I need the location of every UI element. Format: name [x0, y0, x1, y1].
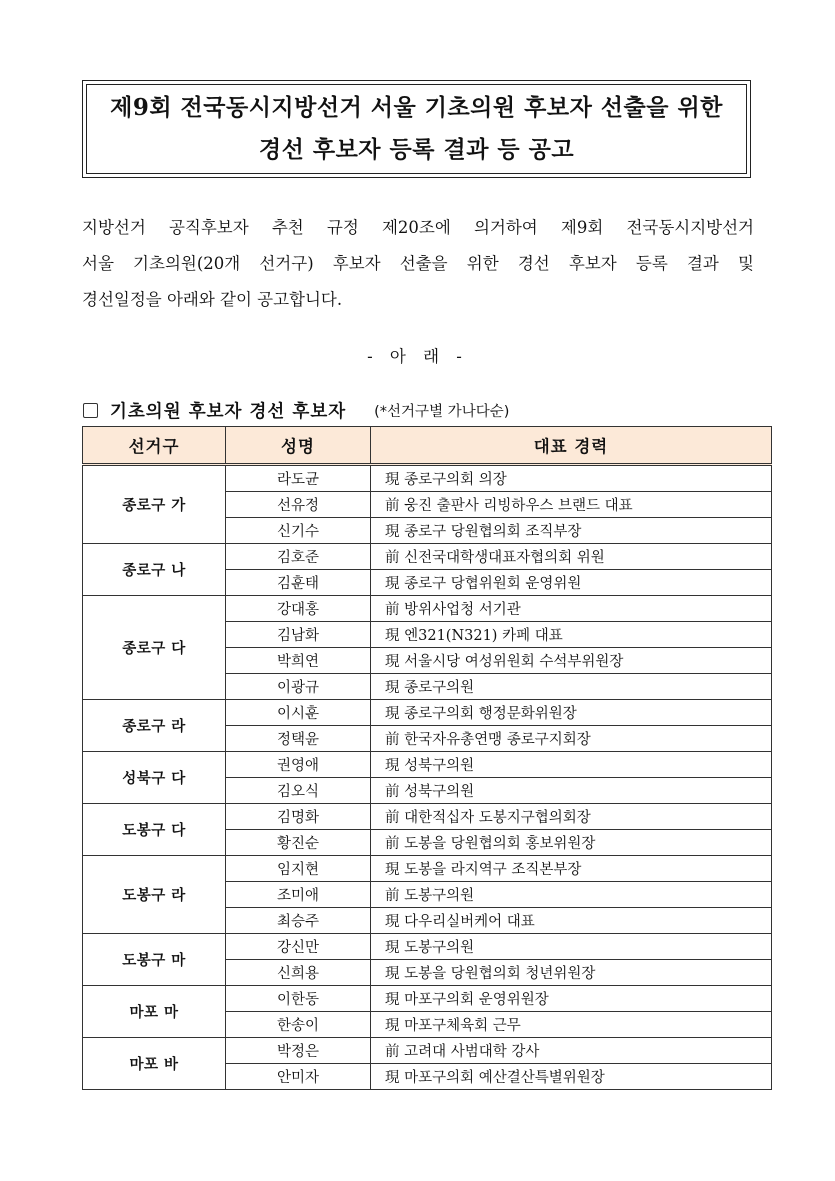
table-row	[83, 700, 772, 726]
table-row	[83, 544, 772, 570]
candidate-name: 강대홍	[226, 596, 371, 622]
section-header	[83, 398, 509, 423]
intro-paragraph	[82, 210, 754, 318]
district-cell: 종로구 다	[83, 596, 226, 700]
candidate-career: 現 성북구의원	[371, 752, 772, 778]
candidate-name: 김훈태	[226, 570, 371, 596]
candidate-name: 박희연	[226, 648, 371, 674]
district-cell: 성북구 다	[83, 752, 226, 804]
candidate-career: 現 종로구 당협위원회 운영위원	[371, 570, 772, 596]
candidate-career: 現 서울시당 여성위원회 수석부위원장	[371, 648, 772, 674]
candidate-name: 라도균	[226, 465, 371, 492]
candidate-career: 現 종로구의원	[371, 674, 772, 700]
candidate-name: 김남화	[226, 622, 371, 648]
candidate-table	[82, 426, 772, 1090]
candidate-career: 現 종로구의회 행정문화위원장	[371, 700, 772, 726]
header-name: 성명	[226, 427, 371, 465]
ahrae-divider: - 아 래 -	[367, 347, 468, 366]
candidate-career: 現 엔321(N321) 카페 대표	[371, 622, 772, 648]
candidate-career: 前 고려대 사범대학 강사	[371, 1038, 772, 1064]
candidate-career: 前 신전국대학생대표자협의회 위원	[371, 544, 772, 570]
candidate-name: 한송이	[226, 1012, 371, 1038]
candidate-career: 前 성북구의원	[371, 778, 772, 804]
table-row	[83, 1038, 772, 1064]
district-cell: 도봉구 라	[83, 856, 226, 934]
table-row	[83, 596, 772, 622]
title-line-1: 제9회 전국동시지방선거 서울 기초의원 후보자 선출을 위한	[110, 94, 723, 121]
district-cell: 종로구 나	[83, 544, 226, 596]
candidate-career: 現 마포구의회 운영위원장	[371, 986, 772, 1012]
district-cell: 마포 마	[83, 986, 226, 1038]
header-career: 대표 경력	[371, 427, 772, 465]
intro-line-1: 지방선거 공직후보자 추천 규정 제20조에 의거하여 제9회 전국동시지방선거	[82, 218, 754, 237]
candidate-career: 現 마포구의회 예산결산특별위원장	[371, 1064, 772, 1090]
table-header-row	[83, 427, 772, 465]
candidate-name: 선유정	[226, 492, 371, 518]
candidate-career: 前 한국자유총연맹 종로구지회장	[371, 726, 772, 752]
intro-line-2: 서울 기초의원(20개 선거구) 후보자 선출을 위한 경선 후보자 등록 결과 및	[82, 254, 754, 273]
table-row	[83, 934, 772, 960]
title-box	[82, 80, 751, 178]
candidate-career: 前 도봉구의원	[371, 882, 772, 908]
candidate-name: 김명화	[226, 804, 371, 830]
district-cell: 도봉구 마	[83, 934, 226, 986]
intro-line-3: 경선일정을 아래와 같이 공고합니다.	[82, 290, 343, 309]
candidate-name: 권영애	[226, 752, 371, 778]
candidate-name: 신희용	[226, 960, 371, 986]
table-row	[83, 752, 772, 778]
candidate-career: 前 대한적십자 도봉지구협의회장	[371, 804, 772, 830]
title-inner-border	[86, 84, 747, 174]
candidate-career: 前 방위사업청 서기관	[371, 596, 772, 622]
table-row	[83, 856, 772, 882]
table-row	[83, 986, 772, 1012]
candidate-career: 現 종로구의회 의장	[371, 465, 772, 492]
district-cell: 종로구 라	[83, 700, 226, 752]
district-cell: 마포 바	[83, 1038, 226, 1090]
title-line-2: 경선 후보자 등록 결과 등 공고	[258, 136, 575, 163]
candidate-name: 최승주	[226, 908, 371, 934]
candidate-name: 김오식	[226, 778, 371, 804]
candidate-name: 김호준	[226, 544, 371, 570]
candidate-career: 現 마포구체육회 근무	[371, 1012, 772, 1038]
candidate-name: 안미자	[226, 1064, 371, 1090]
table-row	[83, 465, 772, 492]
candidate-name: 임지현	[226, 856, 371, 882]
candidate-name: 조미애	[226, 882, 371, 908]
candidate-career: 現 다우리실버케어 대표	[371, 908, 772, 934]
candidate-career: 前 도봉을 당원협의회 홍보위원장	[371, 830, 772, 856]
candidate-name: 정택윤	[226, 726, 371, 752]
candidate-career: 現 도봉구의원	[371, 934, 772, 960]
district-cell: 도봉구 다	[83, 804, 226, 856]
district-cell: 종로구 가	[83, 465, 226, 544]
candidate-name: 신기수	[226, 518, 371, 544]
candidate-name: 강신만	[226, 934, 371, 960]
header-district: 선거구	[83, 427, 226, 465]
candidate-name: 이한동	[226, 986, 371, 1012]
table-row	[83, 804, 772, 830]
candidate-career: 現 도봉을 라지역구 조직본부장	[371, 856, 772, 882]
section-heading: 기초의원 후보자 경선 후보자	[110, 402, 347, 422]
candidate-name: 이시훈	[226, 700, 371, 726]
candidate-name: 박정은	[226, 1038, 371, 1064]
candidate-career: 現 종로구 당원협의회 조직부장	[371, 518, 772, 544]
candidate-career: 現 도봉을 당원협의회 청년위원장	[371, 960, 772, 986]
table-body	[83, 465, 772, 1090]
candidate-career: 前 웅진 출판사 리빙하우스 브랜드 대표	[371, 492, 772, 518]
candidate-name: 이광규	[226, 674, 371, 700]
checkbox-icon	[83, 403, 98, 418]
section-note: (*선거구별 가나다순)	[374, 404, 510, 420]
candidate-name: 황진순	[226, 830, 371, 856]
